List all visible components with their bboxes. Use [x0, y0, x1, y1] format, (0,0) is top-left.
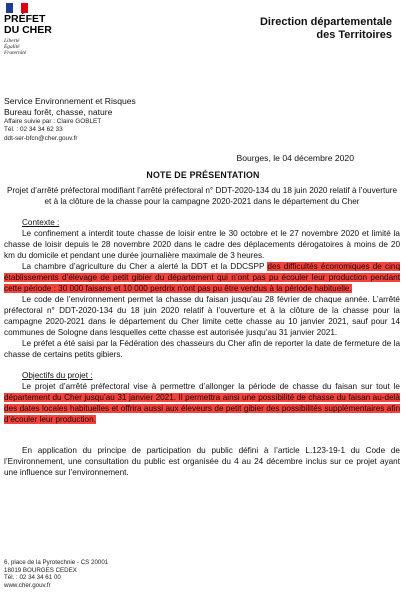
footer-phone: Tél. : 02 34 34 61 00	[4, 574, 61, 582]
document-date: Bourges, le 04 décembre 2020	[236, 153, 354, 163]
objectives-text: Le projet d’arrêté préfectoral vise à permettre d’allonger la période de chasse du faisan sur tout le	[22, 382, 400, 391]
context-paragraph-1: Le confinement a interdit toute chasse de loisir entre le 30 octobre et le 27 novembre 2020 et limité la chasse de loisir depuis le 28 novembre 2020 dans le cadre des déplacements dérogatoires à moins de 20 km du domicile et pendant une durée journalière maximale de 3 heures.	[4, 229, 400, 260]
objectives-highlight: département du Cher jusqu’au 31 janvier 2021. Il permettra ainsi une possibilité de chasse du faisan au-delà des dates locales habituelles et offrira aussi aux éleveurs de petit gibier des possibilités supplémentaires afin d’écouler leur production.	[4, 393, 400, 424]
context-p2-text: La chambre d’agriculture du Cher a alerté la DDT et la DDCSPP	[22, 262, 265, 271]
footer-address: 6, place de la Pyrotechnie - CS 20001	[4, 559, 109, 566]
objectives-heading-line	[4, 370, 400, 381]
objectives-heading: Objectifs du projet :	[22, 371, 93, 380]
marianne-tricolor-logo	[6, 3, 28, 13]
prefet-title	[4, 14, 52, 36]
page-header	[0, 0, 406, 80]
prefet-line-2: DU CHER	[4, 24, 52, 36]
page-footer	[4, 559, 108, 589]
tricolor-blue-band	[6, 3, 13, 13]
participation-paragraph: En application du principe de participation du public défini à l’article L.123-19-1 du Code de l’Environnement, une consultation du public est organisée du 4 au 24 décembre inclus sur ce projet ayant une influence sur l’environnement.	[4, 446, 400, 477]
direction-title	[260, 16, 392, 42]
prefet-line-1: PRÉFET	[4, 13, 46, 25]
service-phone: Tél. : 02 34 34 62 33	[4, 126, 63, 134]
objectives-paragraph	[4, 381, 400, 425]
service-name: Service Environnement et Risques	[4, 96, 136, 106]
footer-city: 18019 BOURGES CEDEX	[4, 566, 77, 574]
context-paragraph-4: Le préfet a été saisi par la Fédération des chasseurs du Cher afin de reporter la date de fermeture de la chasse de certains petits gibiers.	[4, 339, 400, 359]
tricolor-red-band	[21, 3, 28, 13]
document-body	[4, 185, 400, 478]
context-paragraph-3: Le code de l’environnement permet la chasse du faisan jusqu’au 28 février de chaque année. L’arrêté préfectoral n° DDT-2020-134 du 18 juin 2020 relatif à l’ouverture et à la clôture de la chasse pour la campagne 2020-2021 dans le département du Cher limite cette chasse au 10 janvier 2021, sauf pour 14 communes de Sologne dans lesquelles cette chasse est autorisée jusqu’au 31 janvier 2021.	[4, 295, 400, 337]
service-block	[4, 96, 304, 143]
direction-line-1: Direction départementale	[259, 16, 392, 28]
note-title: NOTE DE PRÉSENTATION	[146, 170, 260, 180]
motto-liberte: Liberté	[4, 38, 20, 44]
followed-by: Affaire suivie par : Claire GOBLET	[4, 118, 102, 125]
context-heading-line	[4, 217, 400, 228]
footer-website: www.cher.gouv.fr	[4, 581, 51, 589]
motto-fraternite: Fraternité	[4, 50, 27, 56]
bureau-name: Bureau forêt, chasse, nature	[4, 107, 113, 117]
context-p2-highlight: des difficultés économiques de cinq établissements d’élevage de petit gibier du département qui n’ont pas pu écouler leur production pendant cette période : 30 000 faisans et 10 000 perdrix n’ont pas pu être vendus à la période habituelle.	[4, 262, 401, 293]
tricolor-white-band	[13, 3, 20, 13]
republic-motto	[4, 38, 26, 56]
direction-line-2: des Territoires	[316, 29, 392, 41]
service-email: ddt-ser-bfcn@cher.gouv.fr	[4, 134, 78, 142]
motto-egalite: Égalité	[4, 44, 20, 50]
context-paragraph-2	[4, 261, 400, 294]
project-title: Projet d’arrêté préfectoral modifiant l’arrêté préfectoral n° DDT-2020-134 du 18 juin 2020 relatif à l’ouverture et à la clôture de la chasse pour la campagne 2020-2021 dans le département du Cher	[6, 186, 398, 206]
context-heading: Contexte :	[22, 218, 60, 227]
